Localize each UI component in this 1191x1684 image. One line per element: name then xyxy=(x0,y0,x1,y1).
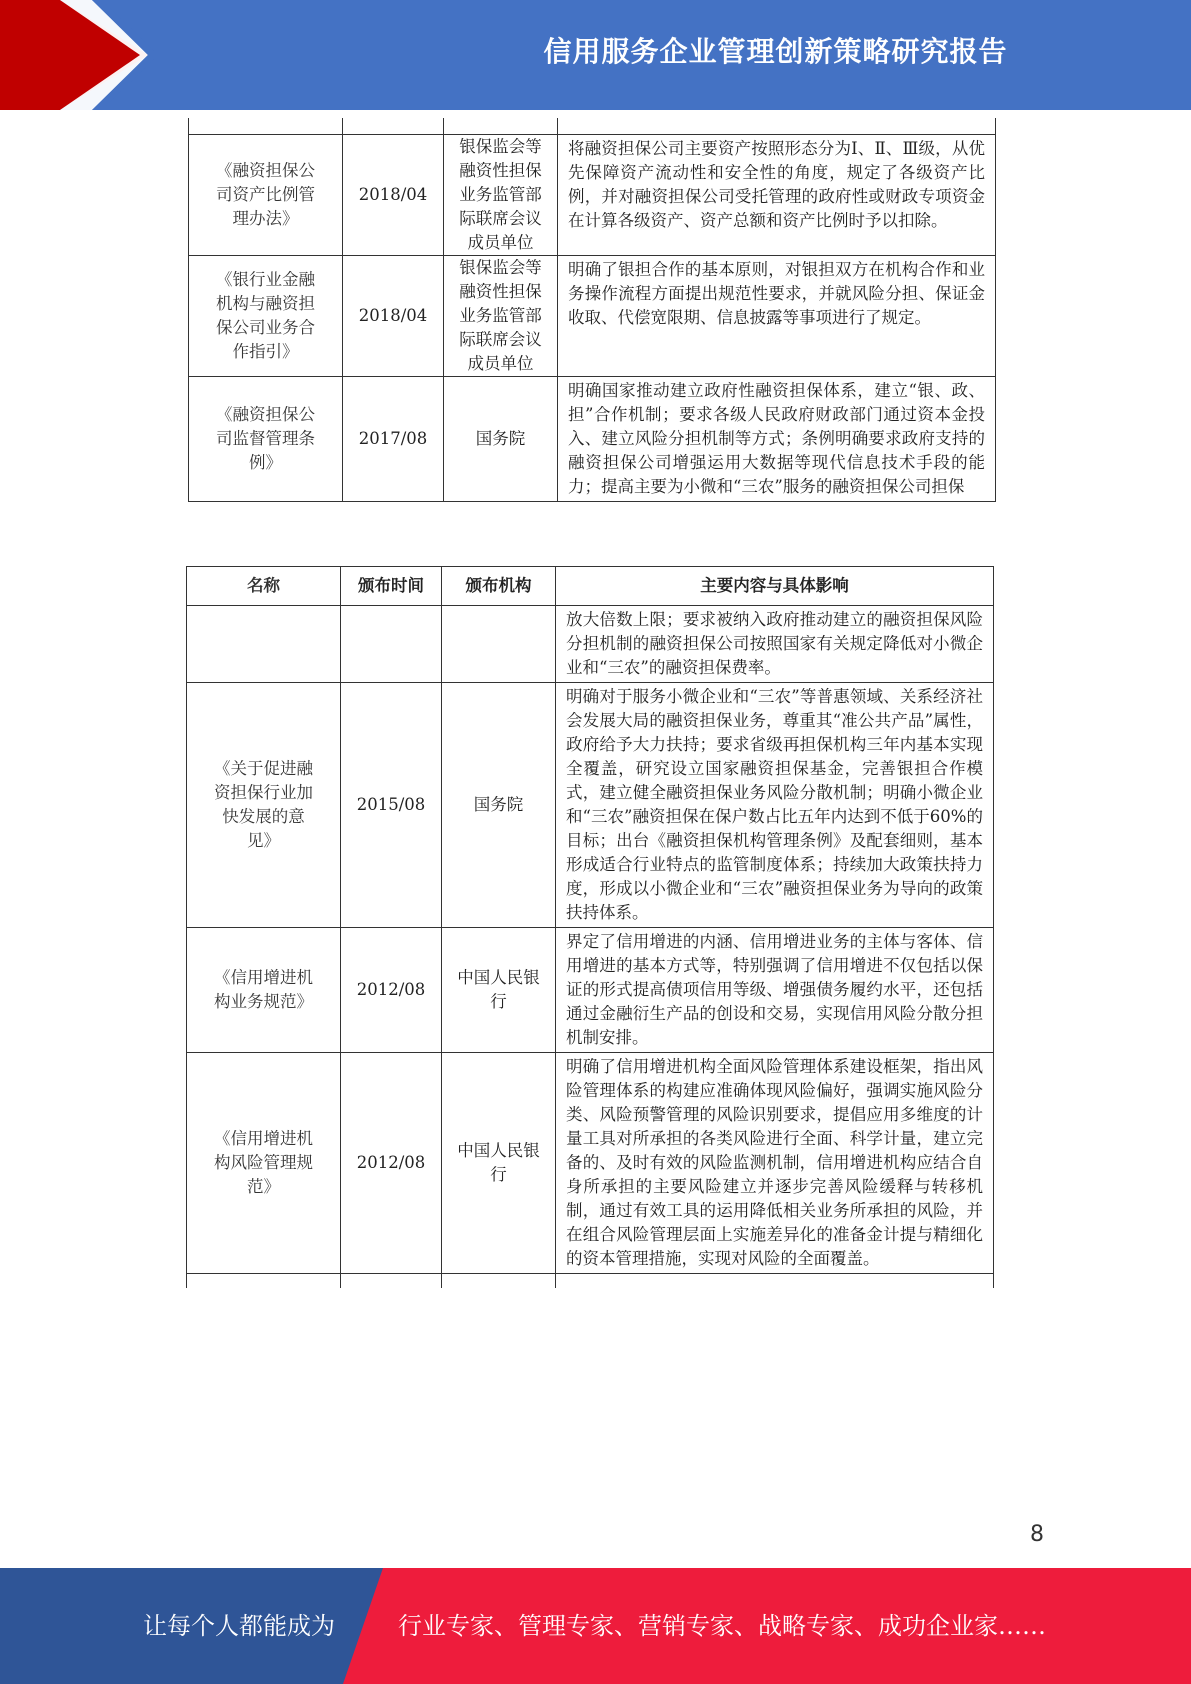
table-row xyxy=(189,377,996,502)
table-row xyxy=(187,683,994,928)
page-footer xyxy=(0,1568,1191,1684)
regulation-description: 明确国家推动建立政府性融资担保体系，建立“银、政、担”合作机制；要求各级人民政府财政部门通过资本金投入、建立风险分担机制等方式；条例明确要求政府支持的融资担保公司增强运用大数据等现代信息技术手段的能力；提高主要为小微和“三农”服务的融资担保公司担保 xyxy=(558,377,996,502)
regulation-name xyxy=(187,606,341,683)
column-header-content: 主要内容与具体影响 xyxy=(556,567,994,606)
footer-slogan-left: 让每个人都能成为 xyxy=(143,1612,335,1640)
column-header-org: 颁布机构 xyxy=(442,567,556,606)
column-header-date: 颁布时间 xyxy=(341,567,442,606)
regulation-name: 《融资担保公 司监督管理条 例》 xyxy=(189,377,343,502)
issue-date: 2018/04 xyxy=(343,135,444,256)
regulation-description: 界定了信用增进的内涵、信用增进业务的主体与客体、信用增进的基本方式等，特别强调了信用增进不仅包括以保证的形式提高债项信用等级、增强债务履约水平，还包括通过金融衍生产品的创设和交易，实现信用风险分散分担机制安排。 xyxy=(556,928,994,1053)
issuing-body: 国务院 xyxy=(442,683,556,928)
clipped-row xyxy=(187,1274,994,1289)
regulation-description: 将融资担保公司主要资产按照形态分为Ⅰ、Ⅱ、Ⅲ级，从优先保障资产流动性和安全性的角度，规定了各级资产比例，并对融资担保公司受托管理的政府性或财政专项资金在计算各级资产、资产总额和资产比例时予以扣除。 xyxy=(558,135,996,256)
issuing-body: 银保监会等 融资性担保 业务监管部 际联席会议 成员单位 xyxy=(444,256,558,377)
issue-date xyxy=(341,606,442,683)
issuing-body xyxy=(442,606,556,683)
issuing-body: 中国人民银 行 xyxy=(442,1053,556,1274)
regulation-description: 明确了银担合作的基本原则，对银担双方在机构合作和业务操作流程方面提出规范性要求，并就风险分担、保证金收取、代偿宽限期、信息披露等事项进行了规定。 xyxy=(558,256,996,377)
regulation-name: 《信用增进机 构业务规范》 xyxy=(187,928,341,1053)
issue-date: 2012/08 xyxy=(341,928,442,1053)
issuing-body: 国务院 xyxy=(444,377,558,502)
regulation-name: 《信用增进机 构风险管理规 范》 xyxy=(187,1053,341,1274)
regulation-table-continued xyxy=(188,118,996,502)
table-header-row xyxy=(187,567,994,606)
issue-date: 2015/08 xyxy=(341,683,442,928)
regulation-table xyxy=(186,566,994,1288)
table-row xyxy=(187,606,994,683)
issue-date: 2018/04 xyxy=(343,256,444,377)
page-header xyxy=(0,0,1191,110)
regulation-name: 《融资担保公 司资产比例管 理办法》 xyxy=(189,135,343,256)
regulation-name: 《银行业金融 机构与融资担 保公司业务合 作指引》 xyxy=(189,256,343,377)
table-row xyxy=(187,928,994,1053)
report-title: 信用服务企业管理创新策略研究报告 xyxy=(543,35,1008,68)
page-number: 8 xyxy=(1030,1522,1044,1547)
table-row xyxy=(187,1053,994,1274)
table-row xyxy=(189,256,996,377)
regulation-description: 放大倍数上限；要求被纳入政府推动建立的融资担保风险分担机制的融资担保公司按照国家有关规定降低对小微企业和“三农”的融资担保费率。 xyxy=(556,606,994,683)
issuing-body: 银保监会等 融资性担保 业务监管部 际联席会议 成员单位 xyxy=(444,135,558,256)
issuing-body: 中国人民银 行 xyxy=(442,928,556,1053)
regulation-description: 明确了信用增进机构全面风险管理体系建设框架，指出风险管理体系的构建应准确体现风险偏好，强调实施风险分类、风险预警管理的风险识别要求，提倡应用多维度的计量工具对所承担的各类风险进行全面、科学计量，建立完备的、及时有效的风险监测机制，信用增进机构应结合自身所承担的主要风险建立并逐步完善风险缓释与转移机制，通过有效工具的运用降低相关业务所承担的风险，并在组合风险管理层面上实施差异化的准备金计提与精细化的资本管理措施，实现对风险的全面覆盖。 xyxy=(556,1053,994,1274)
footer-slogan-right: 行业专家、管理专家、营销专家、战略专家、成功企业家…… xyxy=(398,1612,1046,1640)
header-arrow-decoration xyxy=(0,0,300,110)
issue-date: 2017/08 xyxy=(343,377,444,502)
clipped-row xyxy=(189,118,996,135)
issue-date: 2012/08 xyxy=(341,1053,442,1274)
column-header-name: 名称 xyxy=(187,567,341,606)
regulation-name: 《关于促进融 资担保行业加 快发展的意 见》 xyxy=(187,683,341,928)
regulation-description: 明确对于服务小微企业和“三农”等普惠领域、关系经济社会发展大局的融资担保业务，尊重其“准公共产品”属性，政府给予大力扶持；要求省级再担保机构三年内基本实现全覆盖，研究设立国家融资担保基金，完善银担合作模式，建立健全融资担保业务风险分散机制；明确小微企业和“三农”融资担保在保户数占比五年内达到不低于60%的目标；出台《融资担保机构管理条例》及配套细则，基本形成适合行业特点的监管制度体系；持续加大政策扶持力度，形成以小微企业和“三农”融资担保业务为导向的政策扶持体系。 xyxy=(556,683,994,928)
table-row xyxy=(189,135,996,256)
